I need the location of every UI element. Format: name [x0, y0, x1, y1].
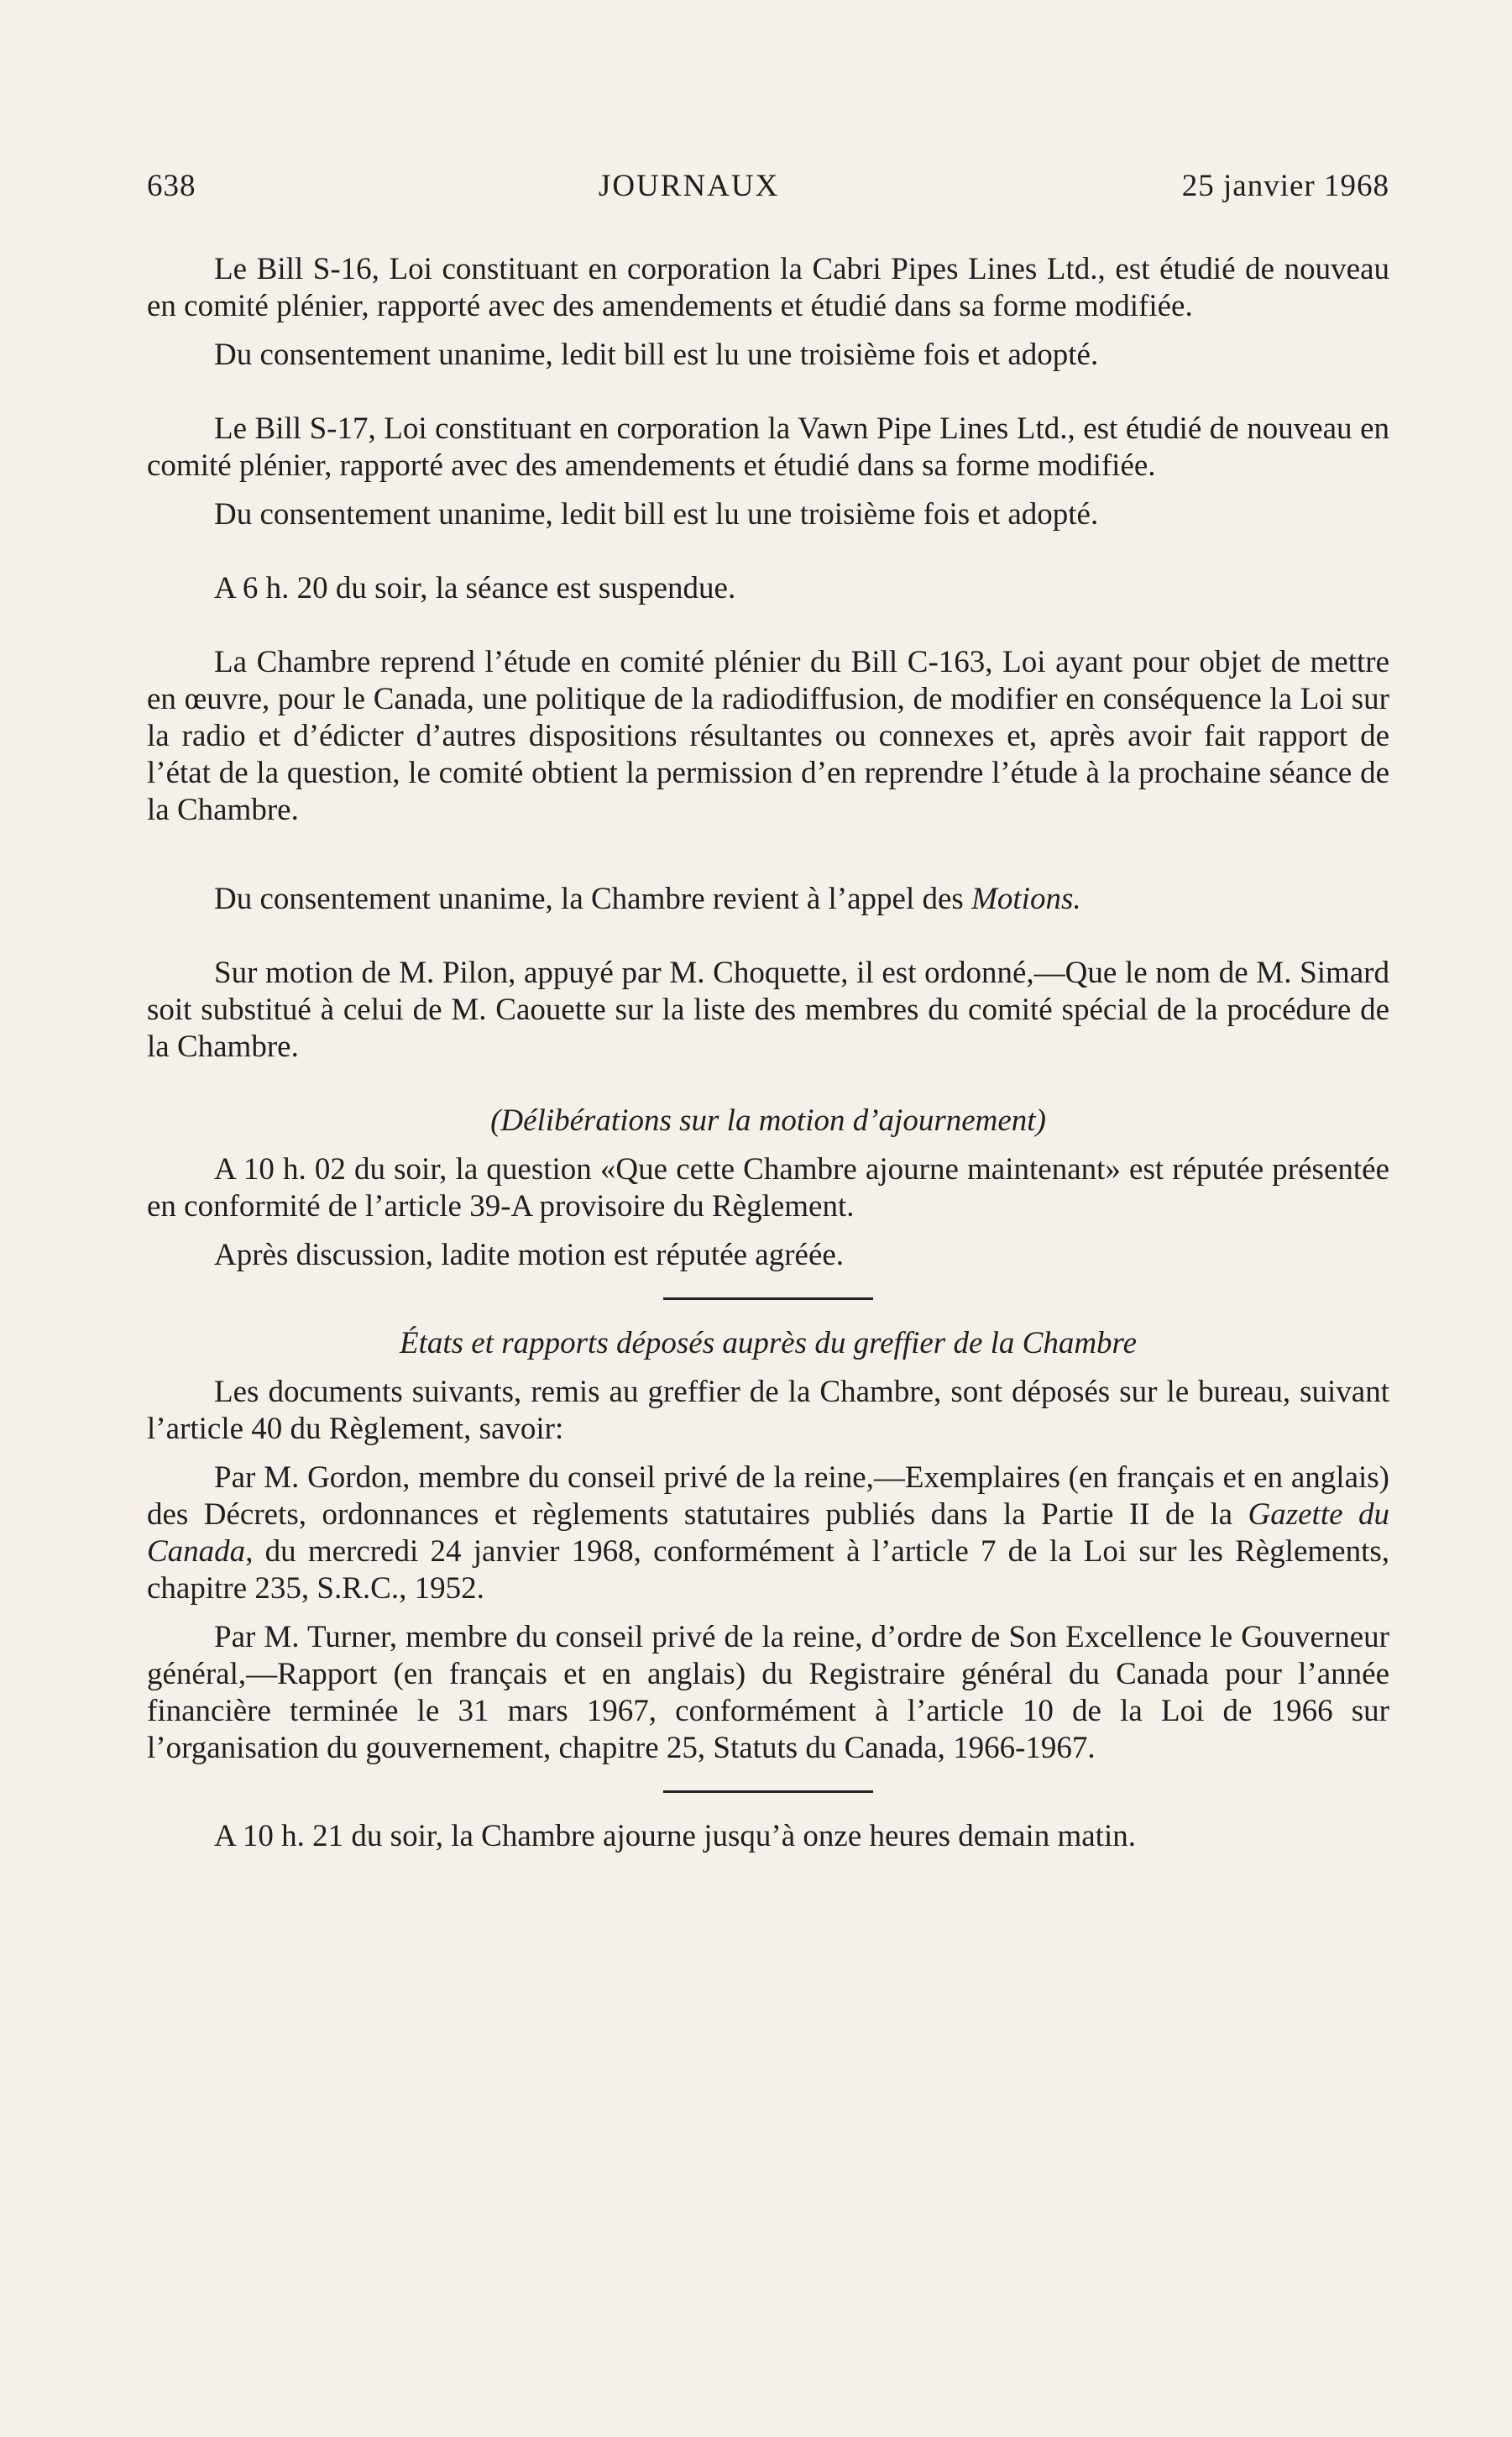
- section-divider-2: [663, 1790, 873, 1793]
- paragraph-gordon: [147, 1460, 1389, 1607]
- paragraph-s16-adopted: Du consentement unanime, ledit bill est lu une troisième fois et adopté.: [214, 338, 1099, 372]
- paragraph-motions: [147, 881, 1389, 918]
- journal-page: [147, 168, 1389, 1855]
- paragraph-bill-s17: Le Bill S-17, Loi constituant en corporation la Vawn Pipe Lines Ltd., est étudié de nouveau en comité plénier, rapporté avec des amendements et étudié dans sa forme modifiée.: [147, 411, 1389, 483]
- gordon-text-a: Par M. Gordon, membre du conseil privé de la reine,—Exemplaires (en français et en anglais) des Décrets, ordonnances et règlements statutaires publiés dans la Partie II de la: [147, 1460, 1389, 1532]
- paragraph-documents-tabled: Les documents suivants, remis au greffier de la Chambre, sont déposés sur le bureau, suivant l’article 40 du Règlement, savoir:: [147, 1375, 1389, 1446]
- paragraph-motion-pilon: Sur motion de M. Pilon, appuyé par M. Choquette, il est ordonné,—Que le nom de M. Simard soit substitué à celui de M. Caouette sur la liste des membres du comité spécial de la procédure de la Chambre.: [147, 956, 1389, 1064]
- page-title: JOURNAUX: [598, 169, 780, 203]
- paragraph-motion-agreed: Après discussion, ladite motion est réputée agréée.: [214, 1238, 845, 1272]
- paragraph-bill-s16: Le Bill S-16, Loi constituant en corporation la Cabri Pipes Lines Ltd., est étudié de nouveau en comité plénier, rapporté avec des amendements et étudié dans sa forme modifiée.: [147, 252, 1389, 323]
- page-header: [147, 168, 1389, 204]
- paragraph-bill-c163: La Chambre reprend l’étude en comité plénier du Bill C-163, Loi ayant pour objet de mettre en œuvre, pour le Canada, une politique de la radiodiffusion, de modifier en conséquence la Loi sur la radio et d’édicter d’autres dispositions résultantes ou connexes et, après avoir fait rapport de l’état de la question, le comité obtient la permission d’en reprendre l’étude à la prochaine séance de la Chambre.: [147, 645, 1389, 827]
- page-date: 25 janvier 1968: [1181, 169, 1389, 203]
- paragraph-sitting-suspended: A 6 h. 20 du soir, la séance est suspendue.: [214, 571, 736, 605]
- heading-adjournment-debate: (Délibérations sur la motion d’ajournement): [490, 1103, 1046, 1138]
- gazette-title: Gazette du Canada: [147, 1497, 1389, 1569]
- gordon-text-b: , du mercredi 24 janvier 1968, conformément à l’article 7 de la Loi sur les Règlements, chapitre 235, S.R.C., 1952.: [147, 1534, 1389, 1606]
- page-number: 638: [147, 169, 196, 203]
- paragraph-s17-adopted: Du consentement unanime, ledit bill est lu une troisième fois et adopté.: [214, 497, 1099, 532]
- paragraph-turner: Par M. Turner, membre du conseil privé de la reine, d’ordre de Son Excellence le Gouverneur général,—Rapport (en français et en anglais) du Registraire général du Canada pour l’année financière terminée le 31 mars 1967, conformément à l’article 10 de la Loi de 1966 sur l’organisation du gouvernement, chapitre 25, Statuts du Canada, 1966-1967.: [147, 1620, 1389, 1765]
- motions-italic: Motions.: [971, 882, 1081, 916]
- motions-text: Du consentement unanime, la Chambre revient à l’appel des: [214, 882, 972, 916]
- paragraph-adjournment: A 10 h. 21 du soir, la Chambre ajourne jusqu’à onze heures demain matin.: [214, 1819, 1136, 1853]
- section-divider-1: [663, 1297, 873, 1300]
- heading-returns-reports: États et rapports déposés auprès du greffier de la Chambre: [399, 1326, 1137, 1360]
- paragraph-adjournment-question: A 10 h. 02 du soir, la question «Que cette Chambre ajourne maintenant» est réputée présentée en conformité de l’article 39-A provisoire du Règlement.: [147, 1152, 1389, 1224]
